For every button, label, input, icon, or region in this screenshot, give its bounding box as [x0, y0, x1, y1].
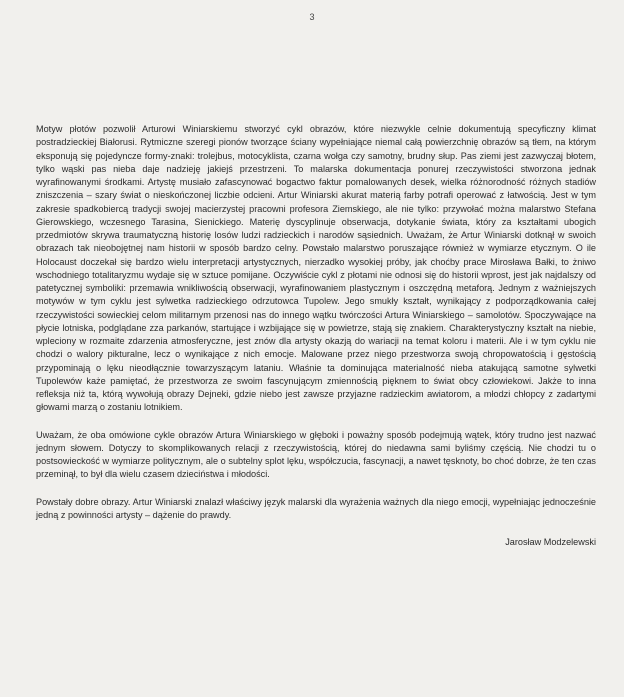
- page-number: 3: [309, 12, 315, 22]
- author-signature: Jarosław Modzelewski: [505, 537, 596, 547]
- article-body: [36, 123, 596, 549]
- paragraph-3: Powstały dobre obrazy. Artur Winiarski znalazł właściwy język malarski dla wyrażenia ważnych dla niego emocji, wypełniając jednocześnie jedną z powinności artysty – dążenie do prawdy.: [36, 496, 596, 520]
- paragraph-1: Motyw płotów pozwolił Arturowi Winiarskiemu stworzyć cykl obrazów, które niezwykle celnie dokumentują specyficzny klimat postradzieckiej Białorusi. Rytmiczne szeregi pionów tworzące ściany wypełniające niemal całą powierzchnię obrazów są tłem, na którym eksponują się pojedyncze formy-znaki: trolejbus, motocyklista, czarna wołga czy samotny, brudny słup. Pas ziemi jest zazwyczaj błotem, tylko wąski pas nieba daje nadzieję jakiejś przestrzeni. To malarska dokumentacja ponurej rzeczywistości stworzona jednak wyrafinowanymi środkami. Artystę musiało zafascynować bogactwo faktur pomalowanych desek, wielka różnorodność różnych stadiów zniszczenia – szary świat o nieskończonej liczbie odcieni. Artur Winiarski akurat materią farby potrafi operować z łatwością. Jest w tym zakresie spadkobiercą tradycji swojej macierzystej pracowni profesora Ziemskiego, ale nie tylko: przywołać można malarstwo Stefana Gierowskiego, wczesnego Tarasina, Sienickiego. Materię dyscyplinuje obserwacja, dotykanie świata, który za kształtami ubogich przedmiotów skrywa traumatyczną historię losów ludzi radzieckich i narodów sąsiednich. Uważam, że Artur Winiarski dotknął w swoich obrazach tak nieobojętnej nam historii w sposób bardzo celny. Powstało malarstwo poruszające również w wymiarze etycznym. O ile Holocaust doczekał się bardzo wielu interpretacji artystycznych, nierzadko wysokiej próby, jak choćby prace Mirosława Bałki, to żniwo wschodniego totalitaryzmu wydaje się w sztuce pomijane. Oczywiście cykl z płotami nie odnosi się do historii wprost, jest jak najdalszy od patetycznej symboliki: przemawia wnikliwością obserwacji, wyrafinowaniem plastycznym i oszczędną metaforą. Jednym z ważniejszych motywów w tym cyklu jest sylwetka radzieckiego odrzutowca Tupolew. Jego smukły kształt, wynikający z podporządkowania całej rzeczywistości sowieckiej celom militarnym przenosi nas do innego wątku twórczości Artura Winiarskiego – samolotów. Spoczywające na płycie lotniska, podglądane zza parkanów, startujące i wzbijające się w powietrze, stają się znakiem. Charakterystyczny kształt na niebie, wpleciony w rozmaite zdarzenia atmosferyczne, jest znów dla artysty okazją do wariacji na temat koloru i materii. Ale i w tym cyklu nie chodzi o walory pikturalne, lecz o wynikające z nich emocje. Malowane przez niego przestworza swoją chropowatością i gęstością przypominają o lęku nieodłącznie towarzyszącym lataniu. Właśnie ta dominująca materialność nieba atakującą samotne sylwetki Tupolewów każe pamiętać, że przestworza ze swoim fascynującym zmiennością pięknem to świat obcy człowiekowi. Jakże to inna refleksja niż ta, którą wywołują obrazy Dejneki, gdzie niebo jest zawsze przyjazne radzieckim awiatorom, a młodzi chłopcy z zadartymi głowami marzą o zostaniu lotnikiem.: [36, 124, 596, 413]
- paragraph-2: Uważam, że oba omówione cykle obrazów Artura Winiarskiego w głęboki i poważny sposób podejmują wątek, który trudno jest nazwać jednym słowem. Dotyczy to skomplikowanych relacji z rzeczywistością, której do niedawna sami byliśmy częścią. Nie chodzi tu o postsowieckość w wymiarze politycznym, ale o subtelny splot lęku, współczucia, fascynacji, a nawet tęsknoty, bo choć dobrze, że ten czas przeminął, to był dla wielu czasem dzieciństwa i młodości.: [36, 429, 596, 480]
